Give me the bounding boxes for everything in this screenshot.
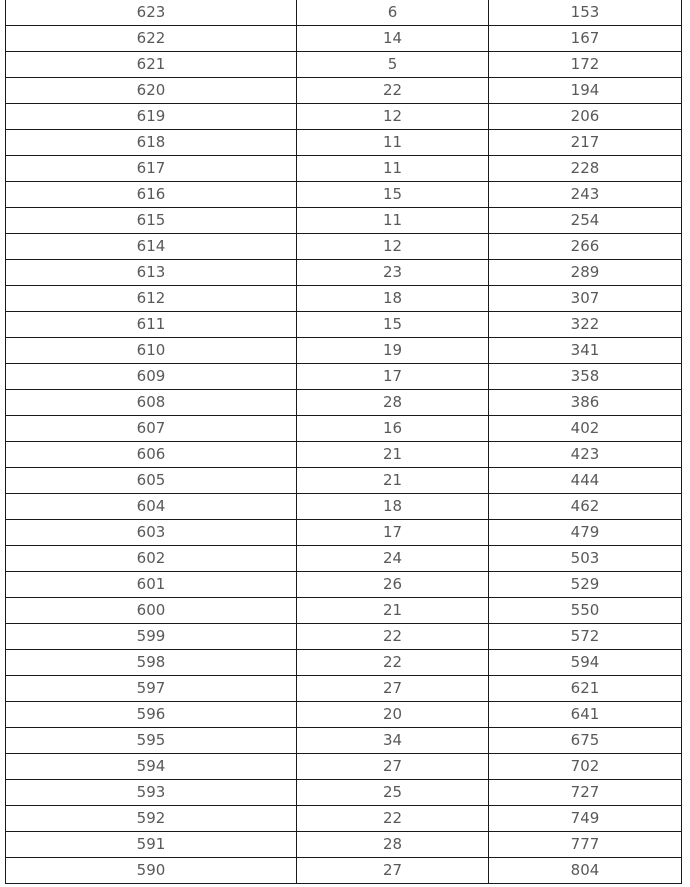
table-row	[6, 312, 682, 338]
score-cell: 623	[6, 0, 297, 26]
score-cell: 591	[6, 832, 297, 858]
table-row	[6, 442, 682, 468]
table-row	[6, 520, 682, 546]
table-row	[6, 650, 682, 676]
count-cell: 12	[297, 104, 489, 130]
score-cell: 609	[6, 364, 297, 390]
count-cell: 26	[297, 572, 489, 598]
count-cell: 19	[297, 338, 489, 364]
table-row	[6, 130, 682, 156]
cumulative-cell: 153	[489, 0, 682, 26]
table-row	[6, 156, 682, 182]
table-row	[6, 468, 682, 494]
score-cell: 608	[6, 390, 297, 416]
count-cell: 21	[297, 468, 489, 494]
table-row	[6, 26, 682, 52]
score-cell: 590	[6, 858, 297, 884]
count-cell: 20	[297, 702, 489, 728]
table-row	[6, 208, 682, 234]
table-row	[6, 416, 682, 442]
cumulative-cell: 402	[489, 416, 682, 442]
score-cell: 610	[6, 338, 297, 364]
score-cell: 593	[6, 780, 297, 806]
count-cell: 28	[297, 390, 489, 416]
count-cell: 11	[297, 208, 489, 234]
cumulative-cell: 641	[489, 702, 682, 728]
count-cell: 15	[297, 182, 489, 208]
cumulative-cell: 572	[489, 624, 682, 650]
count-cell: 11	[297, 156, 489, 182]
table-row	[6, 676, 682, 702]
score-cell: 596	[6, 702, 297, 728]
cumulative-cell: 423	[489, 442, 682, 468]
score-cell: 604	[6, 494, 297, 520]
count-cell: 34	[297, 728, 489, 754]
cumulative-cell: 777	[489, 832, 682, 858]
score-cell: 599	[6, 624, 297, 650]
cumulative-cell: 167	[489, 26, 682, 52]
cumulative-cell: 675	[489, 728, 682, 754]
count-cell: 23	[297, 260, 489, 286]
cumulative-cell: 503	[489, 546, 682, 572]
count-cell: 14	[297, 26, 489, 52]
count-cell: 28	[297, 832, 489, 858]
score-cell: 614	[6, 234, 297, 260]
score-cell: 611	[6, 312, 297, 338]
cumulative-cell: 307	[489, 286, 682, 312]
table-row	[6, 546, 682, 572]
score-cell: 616	[6, 182, 297, 208]
cumulative-cell: 358	[489, 364, 682, 390]
cumulative-cell: 172	[489, 52, 682, 78]
count-cell: 22	[297, 624, 489, 650]
count-cell: 21	[297, 598, 489, 624]
score-cell: 601	[6, 572, 297, 598]
count-cell: 22	[297, 650, 489, 676]
score-cell: 594	[6, 754, 297, 780]
score-cell: 605	[6, 468, 297, 494]
score-cell: 620	[6, 78, 297, 104]
table-body	[6, 0, 682, 884]
cumulative-cell: 594	[489, 650, 682, 676]
count-cell: 18	[297, 494, 489, 520]
table-row	[6, 754, 682, 780]
count-cell: 22	[297, 806, 489, 832]
cumulative-cell: 621	[489, 676, 682, 702]
count-cell: 17	[297, 520, 489, 546]
score-cell: 607	[6, 416, 297, 442]
table-row	[6, 260, 682, 286]
count-cell: 21	[297, 442, 489, 468]
cumulative-cell: 529	[489, 572, 682, 598]
count-cell: 24	[297, 546, 489, 572]
table-row	[6, 832, 682, 858]
count-cell: 15	[297, 312, 489, 338]
score-cell: 621	[6, 52, 297, 78]
score-cell: 617	[6, 156, 297, 182]
cumulative-cell: 266	[489, 234, 682, 260]
score-cell: 598	[6, 650, 297, 676]
score-cell: 602	[6, 546, 297, 572]
cumulative-cell: 228	[489, 156, 682, 182]
count-cell: 12	[297, 234, 489, 260]
cumulative-cell: 479	[489, 520, 682, 546]
table-row	[6, 858, 682, 884]
score-cell: 603	[6, 520, 297, 546]
cumulative-cell: 727	[489, 780, 682, 806]
cumulative-cell: 702	[489, 754, 682, 780]
count-cell: 11	[297, 130, 489, 156]
table-row	[6, 52, 682, 78]
score-cell: 612	[6, 286, 297, 312]
table-row	[6, 702, 682, 728]
count-cell: 6	[297, 0, 489, 26]
table-row	[6, 598, 682, 624]
cumulative-cell: 444	[489, 468, 682, 494]
table-row	[6, 806, 682, 832]
cumulative-cell: 550	[489, 598, 682, 624]
cumulative-cell: 243	[489, 182, 682, 208]
data-table	[5, 0, 682, 884]
cumulative-cell: 322	[489, 312, 682, 338]
cumulative-cell: 386	[489, 390, 682, 416]
cumulative-cell: 194	[489, 78, 682, 104]
table-row	[6, 234, 682, 260]
cumulative-cell: 217	[489, 130, 682, 156]
table-row	[6, 0, 682, 26]
count-cell: 16	[297, 416, 489, 442]
cumulative-cell: 206	[489, 104, 682, 130]
score-cell: 592	[6, 806, 297, 832]
table-row	[6, 780, 682, 806]
score-cell: 597	[6, 676, 297, 702]
cumulative-cell: 254	[489, 208, 682, 234]
table-row	[6, 728, 682, 754]
cumulative-cell: 462	[489, 494, 682, 520]
table-row	[6, 572, 682, 598]
cumulative-cell: 341	[489, 338, 682, 364]
score-cell: 613	[6, 260, 297, 286]
score-cell: 615	[6, 208, 297, 234]
count-cell: 27	[297, 858, 489, 884]
count-cell: 27	[297, 676, 489, 702]
score-cell: 600	[6, 598, 297, 624]
table-row	[6, 390, 682, 416]
count-cell: 18	[297, 286, 489, 312]
table-row	[6, 182, 682, 208]
count-cell: 25	[297, 780, 489, 806]
count-cell: 17	[297, 364, 489, 390]
table-row	[6, 364, 682, 390]
cumulative-cell: 804	[489, 858, 682, 884]
table-row	[6, 78, 682, 104]
table-row	[6, 624, 682, 650]
score-cell: 618	[6, 130, 297, 156]
table-row	[6, 494, 682, 520]
score-cell: 606	[6, 442, 297, 468]
score-cell: 622	[6, 26, 297, 52]
cumulative-cell: 749	[489, 806, 682, 832]
count-cell: 5	[297, 52, 489, 78]
table-row	[6, 286, 682, 312]
count-cell: 22	[297, 78, 489, 104]
cumulative-cell: 289	[489, 260, 682, 286]
count-cell: 27	[297, 754, 489, 780]
score-cell: 595	[6, 728, 297, 754]
table-row	[6, 104, 682, 130]
table-row	[6, 338, 682, 364]
score-cell: 619	[6, 104, 297, 130]
